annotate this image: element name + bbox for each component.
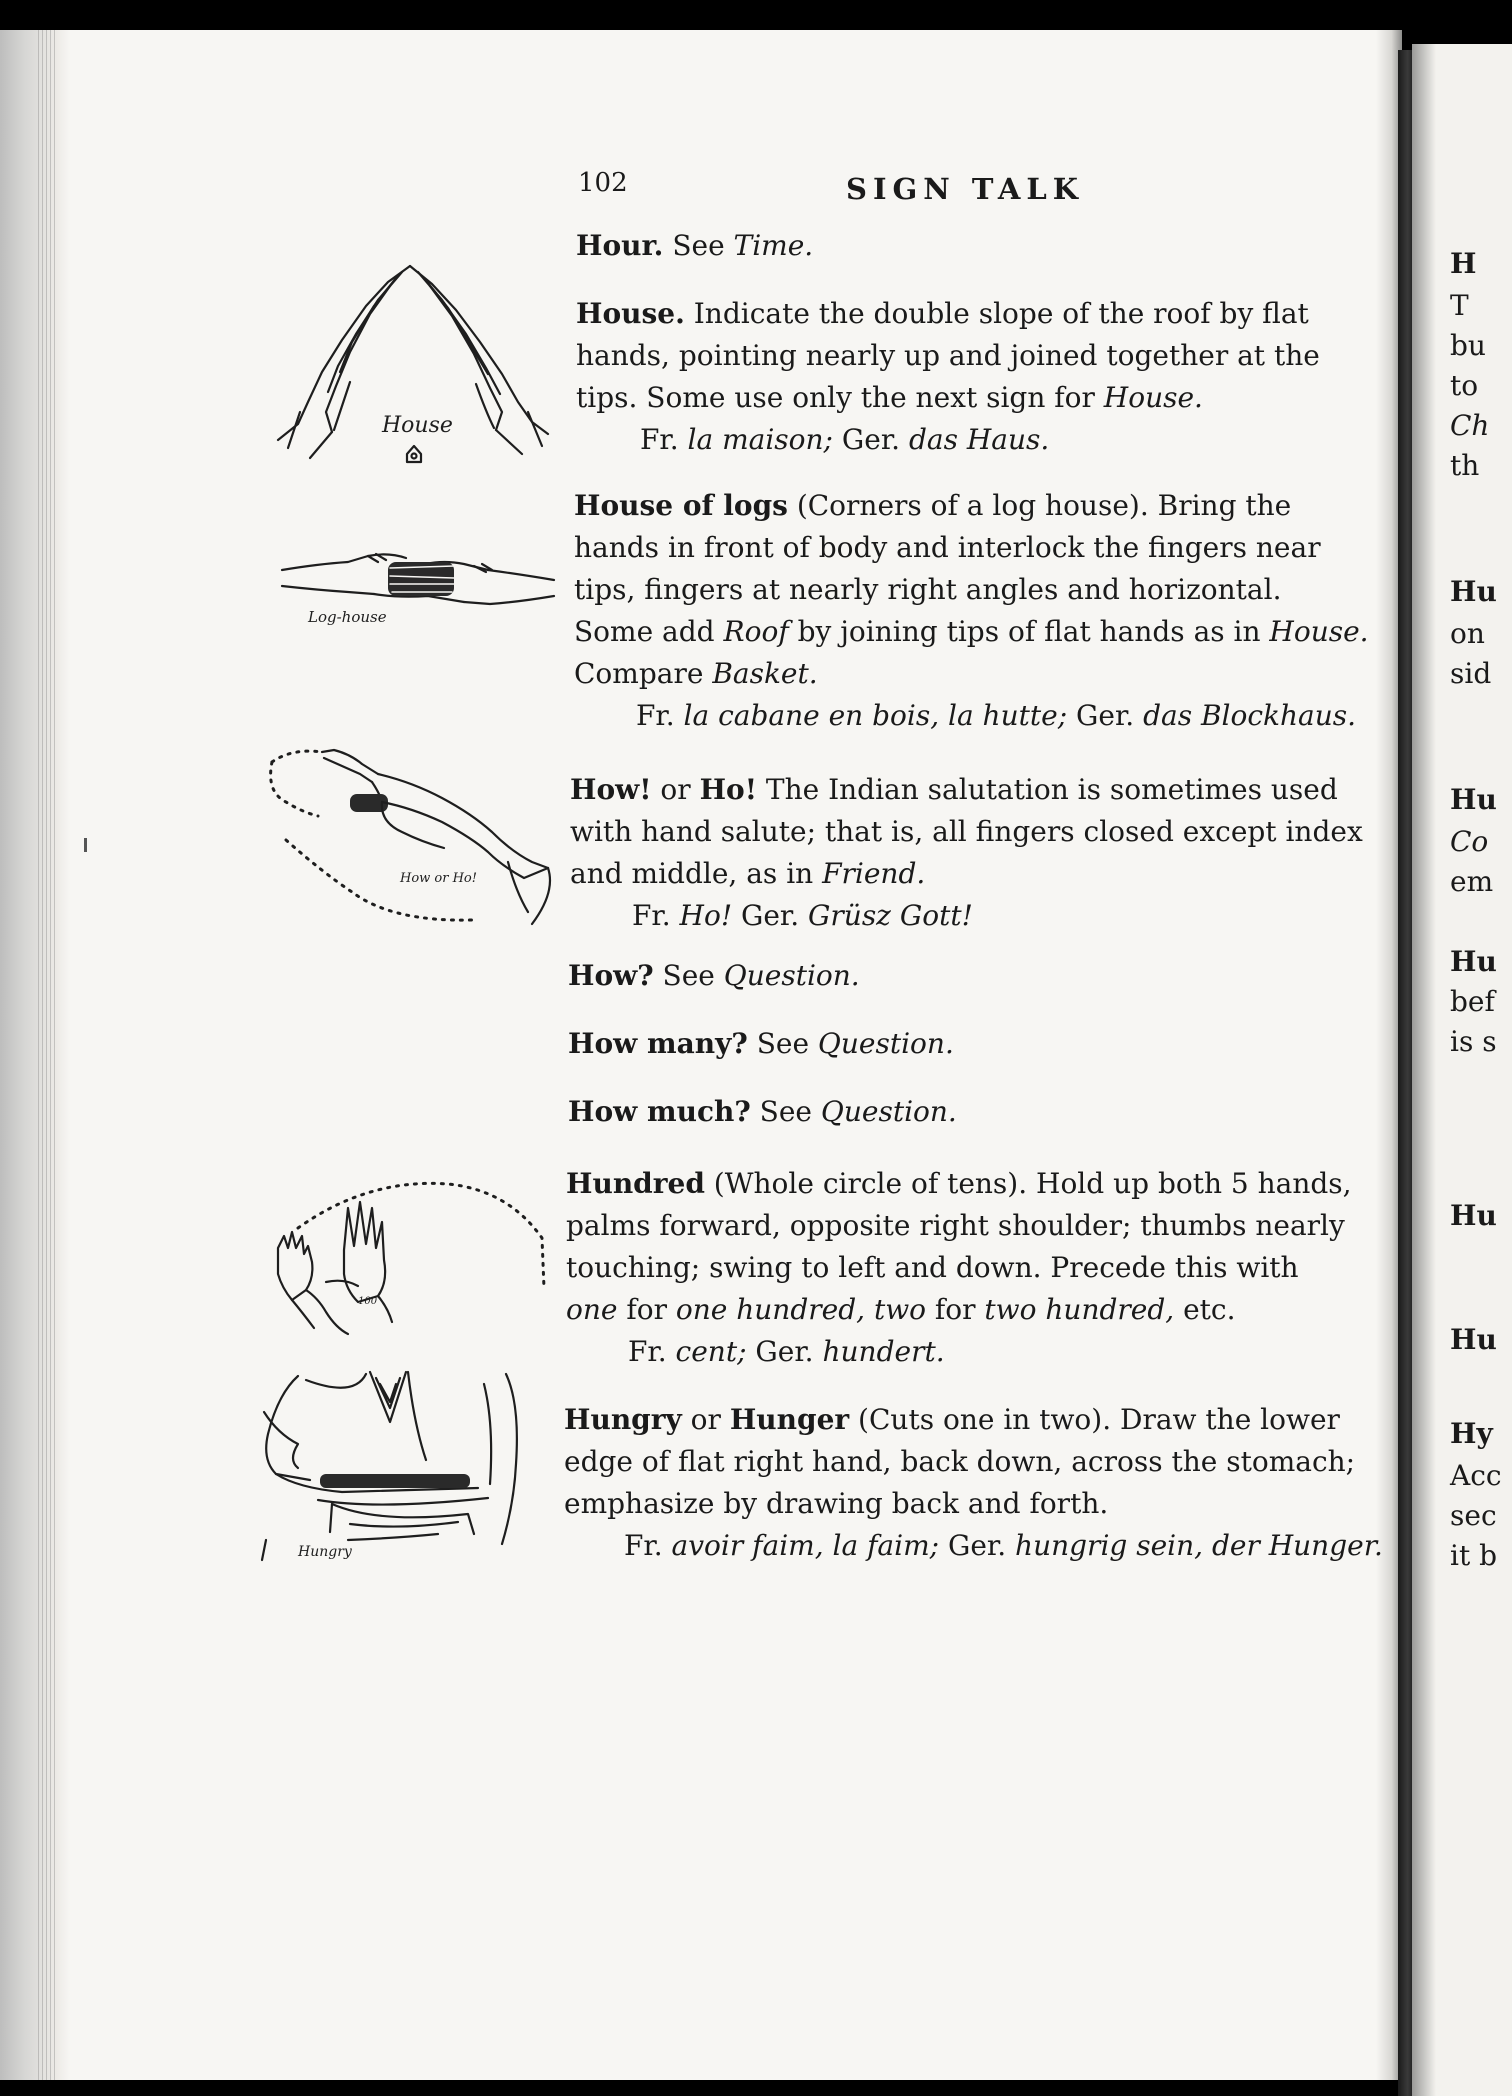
lang-label: Ger. <box>732 899 809 932</box>
cross-reference: one hundred, two <box>675 1293 927 1326</box>
paper-speck <box>84 838 87 852</box>
translation-line <box>640 423 1050 456</box>
lang-label: Fr. <box>636 699 684 732</box>
page-edge-shading <box>0 30 70 2080</box>
facing-fragment: Hu <box>1450 1323 1497 1356</box>
page-number: 102 <box>578 168 628 198</box>
entry-text: tips. Some use only the next sign for <box>576 381 1104 414</box>
headword: Hungry <box>564 1403 682 1436</box>
entry-text: (Corners of a log house). Bring the <box>787 489 1292 522</box>
lang-label: Ger. <box>746 1335 823 1368</box>
entry-text: edge of flat right hand, back down, across the stomach; <box>564 1445 1356 1478</box>
entry-line <box>574 657 818 690</box>
translation-line <box>624 1529 1383 1562</box>
entry-line <box>566 1293 1236 1326</box>
cross-reference: Question. <box>723 959 860 992</box>
translation: Ho! <box>679 899 733 932</box>
facing-fragment: bu <box>1450 329 1486 362</box>
entry-text: tips, fingers at nearly right angles and horizontal. <box>574 573 1282 606</box>
translation: la cabane en bois, la hutte; <box>683 699 1068 732</box>
lang-label: Ger. <box>939 1529 1016 1562</box>
page-stack-edges <box>38 30 56 2080</box>
translation: Grüsz Gott! <box>808 899 973 932</box>
entry-line <box>566 1167 1352 1200</box>
entry-line <box>568 959 860 992</box>
entry-line <box>570 857 926 890</box>
translation: la maison; <box>687 423 833 456</box>
translation: das Blockhaus. <box>1143 699 1357 732</box>
facing-fragment: th <box>1450 449 1480 482</box>
entry-text: or <box>681 1403 730 1436</box>
facing-page <box>1412 44 1512 2096</box>
how-sign-illustration <box>262 742 562 932</box>
how-hand-drawing <box>262 742 562 932</box>
facing-fragment: sec <box>1450 1499 1497 1532</box>
entry-text: hands, pointing nearly up and joined together at the <box>576 339 1320 372</box>
translation: das Haus. <box>908 423 1050 456</box>
entry-text: Some add <box>574 615 724 648</box>
entry-line <box>576 381 1203 414</box>
facing-fragment: Hu <box>1450 1199 1497 1232</box>
entry-line <box>574 573 1282 606</box>
entry-line <box>570 815 1363 848</box>
entry-text: or <box>651 773 700 806</box>
hundred-hands-drawing <box>248 1178 558 1338</box>
entry-line <box>564 1487 1109 1520</box>
headword: House of logs <box>574 489 788 522</box>
log-house-caption: Log-house <box>308 608 387 626</box>
translation-line <box>632 899 973 932</box>
lang-label: Fr. <box>640 423 688 456</box>
facing-fragment: it b <box>1450 1539 1498 1572</box>
entry-text: etc. <box>1174 1293 1236 1326</box>
entry-line <box>564 1445 1356 1478</box>
facing-fragment: Hu <box>1450 945 1497 978</box>
entry-text: hands in front of body and interlock the fingers near <box>574 531 1321 564</box>
entry-text: palms forward, opposite right shoulder; thumbs nearly <box>566 1209 1345 1242</box>
translation-line <box>636 699 1357 732</box>
running-title: SIGN TALK <box>846 172 1084 206</box>
entry-line <box>564 1403 1340 1436</box>
facing-fragment: sid <box>1450 657 1492 690</box>
entry-line <box>574 489 1292 522</box>
entry-text: by joining tips of flat hands as in <box>788 615 1270 648</box>
translation: hundert. <box>822 1335 945 1368</box>
entry-text: (Whole circle of tens). Hold up both 5 hands, <box>704 1167 1352 1200</box>
cross-reference: Roof <box>723 615 789 648</box>
lang-label: Ger. <box>1067 699 1144 732</box>
house-sign-illustration <box>270 262 550 472</box>
hungry-figure-drawing <box>258 1364 548 1564</box>
entry-text: and middle, as in <box>570 857 823 890</box>
entry-text: See <box>653 959 724 992</box>
facing-fragment: Co <box>1450 825 1489 858</box>
facing-fragment: T <box>1450 289 1469 322</box>
hungry-sign-illustration <box>258 1364 548 1564</box>
cross-reference: House. <box>1269 615 1369 648</box>
entry-text: See <box>663 229 734 262</box>
lang-label: Fr. <box>632 899 680 932</box>
headword: Hunger <box>729 1403 850 1436</box>
entry-text: (Cuts one in two). Draw the lower <box>849 1403 1340 1436</box>
entry-line <box>574 531 1321 564</box>
lang-label: Fr. <box>624 1529 672 1562</box>
headword: How much? <box>568 1095 751 1128</box>
entry-text: The Indian salutation is sometimes used <box>757 773 1338 806</box>
entry-line <box>568 1095 957 1128</box>
lang-label: Ger. <box>833 423 909 456</box>
headword: Ho! <box>699 773 757 806</box>
log-house-hands-drawing <box>278 540 558 630</box>
translation-line <box>628 1335 945 1368</box>
facing-fragment: Hu <box>1450 783 1497 816</box>
cross-reference: Friend. <box>822 857 926 890</box>
entry-text: Indicate the double slope of the roof by flat <box>684 297 1309 330</box>
lang-label: Fr. <box>628 1335 676 1368</box>
cross-reference: Question. <box>817 1027 954 1060</box>
entry-text: emphasize by drawing back and forth. <box>564 1487 1109 1520</box>
entry-line <box>570 773 1338 806</box>
facing-fragment: em <box>1450 865 1494 898</box>
headword: Hundred <box>566 1167 705 1200</box>
cross-reference: one <box>566 1293 618 1326</box>
hungry-caption: Hungry <box>298 1544 352 1560</box>
entry-text: See <box>747 1027 818 1060</box>
entry-line <box>566 1209 1345 1242</box>
house-caption: House <box>382 413 453 438</box>
facing-fragment: Hu <box>1450 575 1497 608</box>
hundred-sign-illustration <box>248 1178 558 1338</box>
facing-fragment: to <box>1450 369 1479 402</box>
entry-line <box>568 1027 954 1060</box>
how-caption: How or Ho! <box>400 871 477 886</box>
cross-reference: Question. <box>820 1095 957 1128</box>
facing-fragment: Ch <box>1450 409 1490 442</box>
entry-text: with hand salute; that is, all fingers closed except index <box>570 815 1363 848</box>
cross-reference: Time. <box>733 229 814 262</box>
headword: How many? <box>568 1027 748 1060</box>
facing-fragment: bef <box>1450 985 1495 1018</box>
translation: hungrig sein, der Hunger. <box>1015 1529 1383 1562</box>
entry-line <box>576 297 1309 330</box>
entry-text: Compare <box>574 657 713 690</box>
entry-line <box>576 339 1320 372</box>
cross-reference: House. <box>1103 381 1203 414</box>
translation: cent; <box>675 1335 747 1368</box>
headword: Hour. <box>576 229 664 262</box>
facing-fragment: is s <box>1450 1025 1497 1058</box>
facing-page-shadow <box>1412 44 1436 2096</box>
facing-fragment: Acc <box>1450 1459 1502 1492</box>
headword: How! <box>570 773 652 806</box>
cross-reference: two hundred, <box>984 1293 1175 1326</box>
hundred-caption: 100 <box>358 1296 378 1307</box>
house-hands-drawing <box>270 262 550 472</box>
headword: How? <box>568 959 654 992</box>
entry-text: for <box>617 1293 676 1326</box>
facing-fragment: on <box>1450 617 1485 650</box>
entry-text: See <box>750 1095 821 1128</box>
log-house-sign-illustration <box>278 540 558 630</box>
translation: avoir faim, la faim; <box>671 1529 940 1562</box>
entry-line <box>574 615 1369 648</box>
headword: House. <box>576 297 685 330</box>
cross-reference: Basket. <box>712 657 818 690</box>
entry-text: for <box>926 1293 985 1326</box>
facing-fragment: Hy <box>1450 1417 1493 1450</box>
entry-text: touching; swing to left and down. Precede this with <box>566 1251 1299 1284</box>
facing-fragment: H <box>1450 247 1477 280</box>
entry-line <box>576 229 814 262</box>
entry-line <box>566 1251 1299 1284</box>
